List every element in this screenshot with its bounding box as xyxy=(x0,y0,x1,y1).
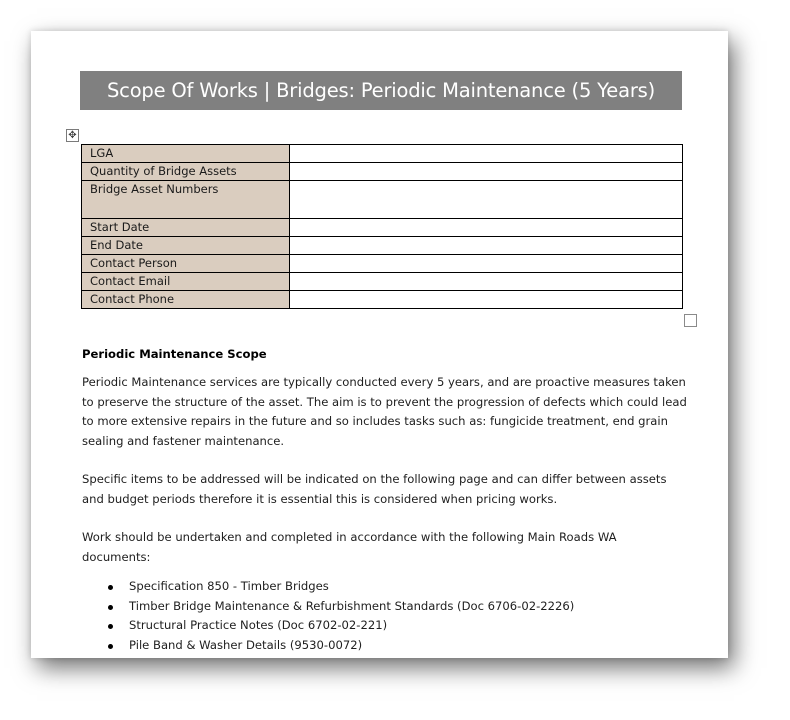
document-page xyxy=(31,31,728,658)
scope-paragraph: Periodic Maintenance services are typically conducted every 5 years, and are proactive measures taken to preserve the structure of the asset. The aim is to prevent the progression of defects which could lead to more extensive repairs in the future and so includes tasks such as: fungicide treatment, end grain sealing and fastener maintenance. xyxy=(82,375,687,448)
row-value-lga[interactable] xyxy=(290,145,683,163)
list-item: Timber Bridge Maintenance & Refurbishment Standards (Doc 6706-02-2226) xyxy=(129,597,688,617)
row-label-quantity: Quantity of Bridge Assets xyxy=(82,163,290,181)
scope-paragraph: Work should be undertaken and completed in accordance with the following Main Roads WA documents: xyxy=(82,530,617,564)
list-item: Structural Practice Notes (Doc 6702-02-221) xyxy=(129,616,688,636)
row-value-end-date[interactable] xyxy=(290,237,683,255)
table-move-handle-icon[interactable]: ✥ xyxy=(66,129,79,142)
row-value-contact-email[interactable] xyxy=(290,273,683,291)
row-value-quantity[interactable] xyxy=(290,163,683,181)
table-row xyxy=(82,273,683,291)
row-label-contact-email: Contact Email xyxy=(82,273,290,291)
row-label-end-date: End Date xyxy=(82,237,290,255)
scope-heading: Periodic Maintenance Scope xyxy=(82,347,267,361)
scope-paragraph: Specific items to be addressed will be indicated on the following page and can differ between assets and budget periods therefore it is essential this is considered when pricing works. xyxy=(82,472,667,506)
row-label-asset-numbers: Bridge Asset Numbers xyxy=(82,181,290,219)
row-value-asset-numbers[interactable] xyxy=(290,181,683,219)
scope-section xyxy=(82,345,688,655)
table-row xyxy=(82,219,683,237)
table-resize-handle-icon[interactable] xyxy=(684,314,697,327)
list-item: Pile Band & Washer Details (9530-0072) xyxy=(129,636,688,656)
table-row xyxy=(82,237,683,255)
table-row xyxy=(82,291,683,309)
table-row xyxy=(82,163,683,181)
row-label-contact-person: Contact Person xyxy=(82,255,290,273)
table-row xyxy=(82,255,683,273)
row-value-start-date[interactable] xyxy=(290,219,683,237)
table-row xyxy=(82,181,683,219)
document-title: Scope Of Works | Bridges: Periodic Maintenance (5 Years) xyxy=(80,71,682,110)
details-table xyxy=(81,144,683,309)
row-value-contact-phone[interactable] xyxy=(290,291,683,309)
row-value-contact-person[interactable] xyxy=(290,255,683,273)
row-label-contact-phone: Contact Phone xyxy=(82,291,290,309)
row-label-lga: LGA xyxy=(82,145,290,163)
documents-list xyxy=(82,577,688,655)
row-label-start-date: Start Date xyxy=(82,219,290,237)
table-row xyxy=(82,145,683,163)
list-item: Specification 850 - Timber Bridges xyxy=(129,577,688,597)
